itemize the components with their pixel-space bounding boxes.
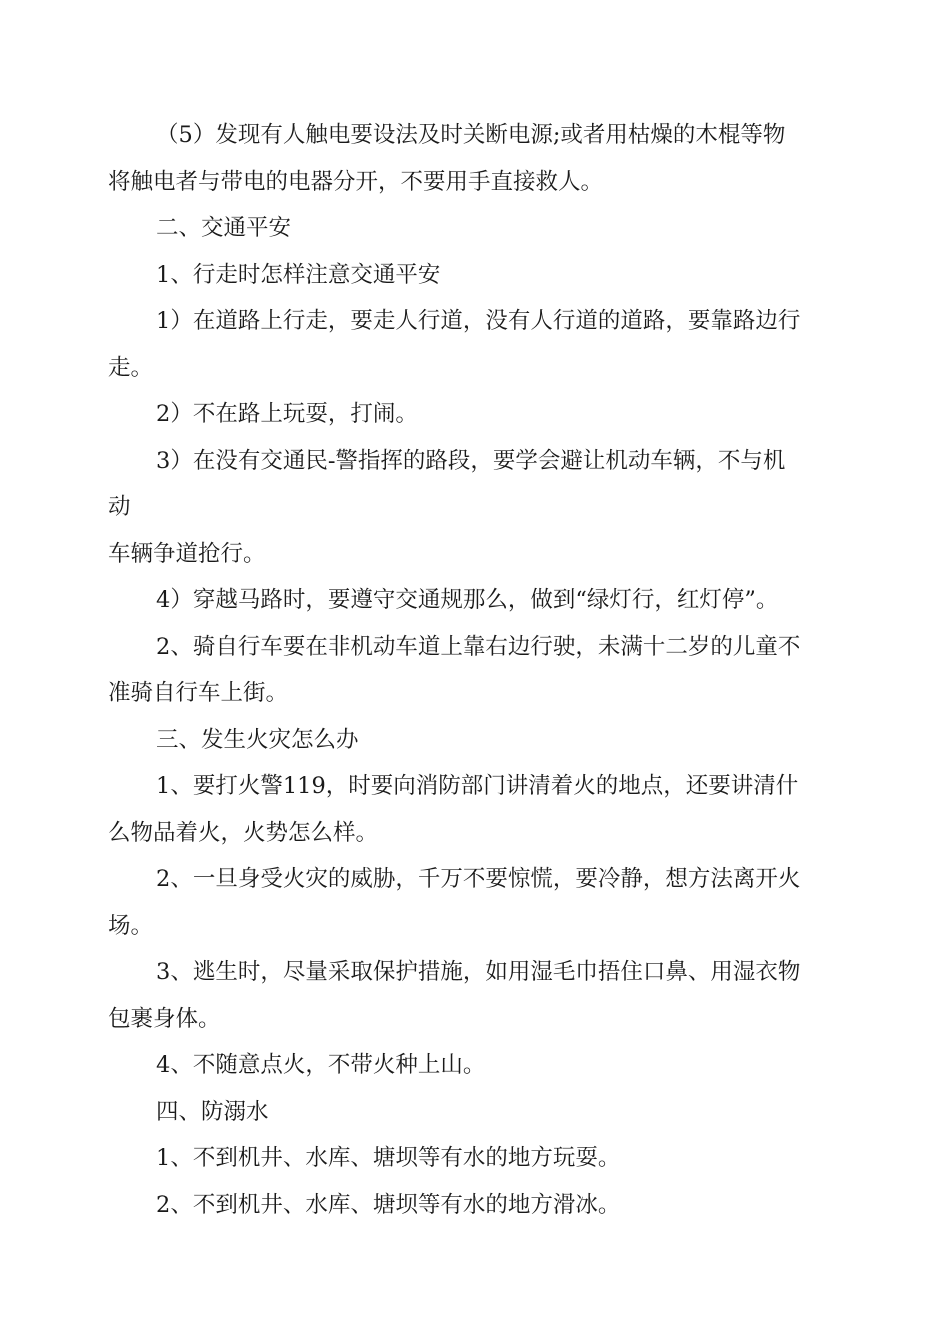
text-line-fire-3a: 3、逃生时，尽量采取保护措施，如用湿毛巾捂住口鼻、用湿衣物 [156,959,801,985]
text-line-electric-1: （5）发现有人触电要设法及时关断电源;或者用枯燥的木棍等物 [156,122,786,148]
text-line-walk-3b: 动 [108,494,131,520]
text-line-walk-1b: 走。 [108,354,154,381]
text-line-walk-3c: 车辆争道抢行。 [108,540,266,567]
text-line-walk-4: 4）穿越马路时，要遵守交通规那么，做到“绿灯行，红灯停”。 [156,587,779,613]
text-line-drown-2: 2、不到机井、水库、塘坝等有水的地方滑冰。 [156,1191,621,1218]
section-heading-traffic: 二、交通平安 [156,215,292,241]
text-line-fire-4: 4、不随意点火，不带火种上山。 [156,1052,486,1078]
text-line-fire-1b: 么物品着火，火势怎么样。 [108,819,379,846]
text-line-drown-1: 1、不到机井、水库、塘坝等有水的地方玩耍。 [156,1145,621,1171]
text-line-walk-1a: 1）在道路上行走，要走人行道，没有人行道的道路，要靠路边行 [156,308,801,334]
text-line-bike-2: 准骑自行车上街。 [108,680,289,706]
text-line-fire-2a: 2、一旦身受火灾的威胁，千万不要惊慌，要冷静，想方法离开火 [156,866,801,892]
text-line-electric-2: 将触电者与带电的电器分开，不要用手直接救人。 [108,168,604,195]
section-heading-drowning: 四、防溺水 [156,1098,269,1125]
subheading-walking: 1、行走时怎样注意交通平安 [156,261,441,288]
document-body [108,112,838,1228]
text-line-fire-3b: 包裹身体。 [108,1005,221,1032]
text-line-fire-1a: 1、要打火警119，时要向消防部门讲清着火的地点，还要讲清什 [156,773,799,799]
text-line-fire-2b: 场。 [108,912,154,939]
section-heading-fire: 三、发生火灾怎么办 [156,726,359,753]
text-line-walk-2: 2）不在路上玩耍，打闹。 [156,401,418,427]
text-line-bike-1: 2、骑自行车要在非机动车道上靠右边行驶，未满十二岁的儿童不 [156,633,801,660]
text-line-walk-3a: 3）在没有交通民-警指挥的路段，要学会避让机动车辆，不与机 [156,447,786,474]
